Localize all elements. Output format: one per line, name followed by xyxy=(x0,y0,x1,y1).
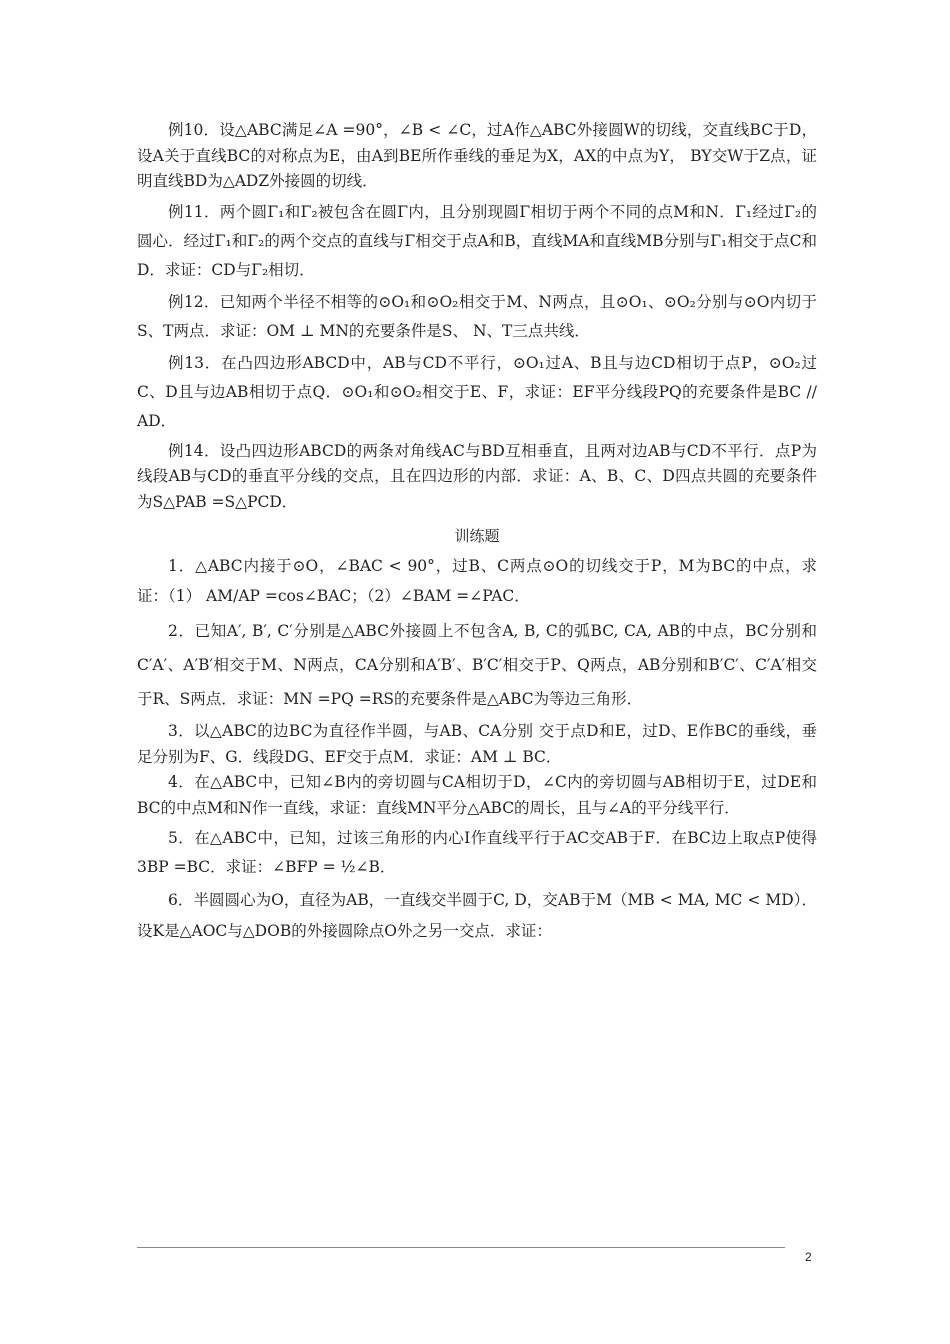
exercise-3: 3．以△ABC的边BC为直径作半圆，与AB、CA分别 交于点D和E，过D、E作BC的垂线，垂足分别为F、G．线段DG、EF交于点M．求证：AM ⊥ BC． xyxy=(137,722,817,766)
exercise-2: 2．已知A′, B′, C′分别是△ABC外接圆上不包含A, B, C的弧BC, CA, AB的中点，BC分别和C′A′、A′B′相交于M、N两点，CA分别和A′B′、B′C′相交于P、Q两点，AB分别和B′C′、C′A′相交于R、S两点．求证：MN =PQ =RS的充要条件是△ABC为等边三角形． xyxy=(137,622,817,708)
example-13: 例13．在凸四边形ABCD中，AB与CD不平行，⊙O₁过A、B且与边CD相切于点P，⊙O₂过C、D且与边AB相切于点Q．⊙O₁和⊙O₂相交于E、F，求证：EF平分线段PQ的充要条件是BC // AD． xyxy=(137,353,817,430)
document-body xyxy=(137,118,817,947)
footer-divider xyxy=(137,1247,785,1248)
page-number: 2 xyxy=(805,1250,812,1264)
exercise-6: 6．半圆圆心为O，直径为AB，一直线交半圆于C, D，交AB于M（MB < MA, MC < MD）．设K是△AOC与△DOB的外接圆除点O外之另一交点．求证： xyxy=(137,891,817,940)
example-14: 例14．设凸四边形ABCD的两条对角线AC与BD互相垂直，且两对边AB与CD不平行．点P为线段AB与CD的垂直平分线的交点，且在四边形的内部．求证：A、B、C、D四点共圆的充要条件为S△PAB =S△PCD． xyxy=(137,441,817,511)
example-12: 例12．已知两个半径不相等的⊙O₁和⊙O₂相交于M、N两点，且⊙O₁、⊙O₂分别与⊙O内切于S、T两点．求证：OM ⊥ MN的充要条件是S、 N、T三点共线． xyxy=(137,292,817,340)
example-11: 例11．两个圆Γ₁和Γ₂被包含在圆Γ内，且分别现圆Γ相切于两个不同的点M和N．Γ₁经过Γ₂的圆心．经过Γ₁和Γ₂的两个交点的直线与Γ相交于点A和B，直线MA和直线MB分别与Γ₁相交于点C和D．求证：CD与Γ₂相切． xyxy=(137,202,817,279)
exercise-5: 5．在△ABC中，已知，过该三角形的内心I作直线平行于AC交AB于F．在BC边上取点P使得3BP =BC．求证：∠BFP = ½∠B． xyxy=(137,829,817,876)
section-title: 训练题 xyxy=(454,527,500,545)
exercise-1: 1．△ABC内接于⊙O，∠BAC < 90°，过B、C两点⊙O的切线交于P，M为BC的中点，求证：（1） AM/AP =cos∠BAC；（2）∠BAM =∠PAC． xyxy=(137,557,817,605)
exercise-4: 4．在△ABC中，已知∠B内的旁切圆与CA相切于D，∠C内的旁切圆与AB相切于E，过DE和BC的中点M和N作一直线，求证：直线MN平分△ABC的周长，且与∠A的平分线平行． xyxy=(137,773,817,817)
example-10: 例10．设△ABC满足∠A =90°，∠B < ∠C，过A作△ABC外接圆W的切线，交直线BC于D，设A关于直线BC的对称点为E，由A到BE所作垂线的垂足为X，AX的中点为Y， BY交W于Z点，证明直线BD为△ADZ外接圆的切线． xyxy=(137,121,817,190)
